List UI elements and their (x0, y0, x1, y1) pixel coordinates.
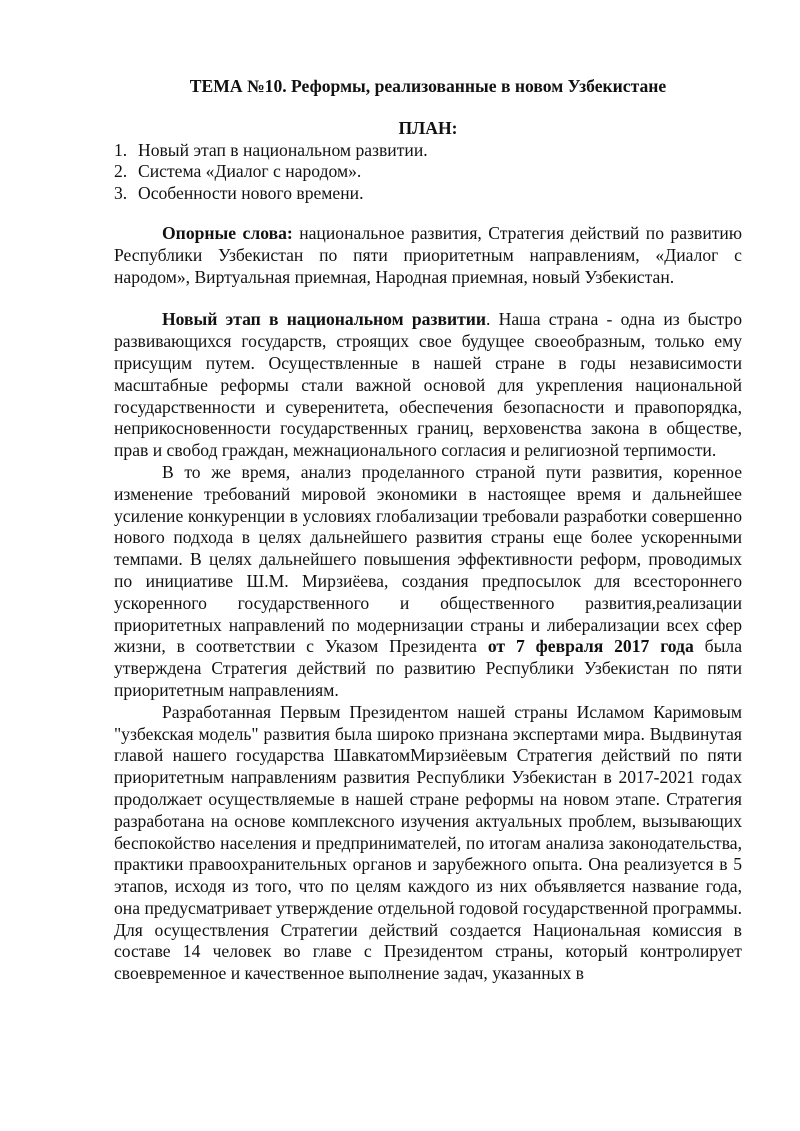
keywords-label: Опорные слова: (162, 222, 293, 243)
section1-heading: Новый этап в национальном развитии (162, 309, 487, 330)
plan-item (114, 183, 742, 205)
decree-date: от 7 февраля 2017 года (487, 636, 694, 657)
section1-paragraph-3: Разработанная Первым Президентом нашей страны Исламом Каримовым "узбекская модель" развития была широко признана экспертами мира. Выдвинутая главой нашего государства ШавкатомМирзиёевым Стратегия действий по пяти приоритетным направлениям развития Республики Узбекистан в 2017-2021 годах продолжает осуществляемые в нашей стране реформы на новом этапе. Стратегия разработана на основе комплексного изучения актуальных проблем, вызывающих беспокойство населения и предпринимателей, по итогам анализа законодательства, практики правоохранительных органов и зарубежного опыта. Она реализуется в 5 этапов, исходя из того, что по целям каждого из них объявляется название года, она предусматривает утверждение отдельной годовой государственной программы. Для осуществления Стратегии действий создается Национальная комиссия в составе 14 человек во главе с Президентом страны, который контролирует своевременное и качественное выполнение задач, указанных в (114, 701, 742, 984)
plan-item-text: Новый этап в национальном развитии. (138, 139, 428, 160)
plan-list (114, 140, 742, 205)
keywords-paragraph (114, 223, 742, 288)
plan-item-text: Особенности нового времени. (138, 183, 364, 204)
paragraph-gap (114, 288, 742, 309)
section1-paragraph-1 (114, 309, 742, 462)
plan-item-number: 3. (114, 183, 128, 204)
document-title: ТЕМА №10. Реформы, реализованные в новом Узбекистане (189, 76, 667, 96)
keywords-text: национальное развития, Стратегия действий по развитию Республики Узбекистан по пяти приоритетным направлениям, «Диалог с народом», Виртуальная приемная, Народная приемная, новый Узбекистан. (114, 222, 742, 287)
section1-p1-text: . Наша страна - одна из быстро развивающихся государств, строящих свое будущее своеобразным, только ему присущим путем. Осуществленные в нашей стране в годы независимости масштабные реформы стали важной основой для укрепления национальной государственности и суверенитета, обеспечения безопасности и правопорядка, неприкосновенности государственных границ, верховенства закона в обществе, прав и свобод граждан, межнационального согласия и религиозной терпимости. (114, 309, 742, 461)
plan-item-number: 1. (114, 139, 128, 160)
plan-item-text: Система «Диалог с народом». (138, 161, 362, 182)
section1-p2-end: была утверждена Стратегия действий по развитию Республики Узбекистан по пяти приоритетным направлениям. (114, 636, 743, 700)
section1-paragraph-2 (114, 462, 742, 702)
plan-item-number: 2. (114, 161, 128, 182)
plan-item (114, 161, 742, 183)
plan-item (114, 140, 742, 162)
section1-p2-start: В то же время, анализ проделанного страной пути развития, коренное изменение требований мировой экономики в настоящее время и дальнейшее усиление конкуренции в условиях глобализации требовали разработки совершенно нового подхода в целях дальнейшего развития страны еще более ускоренными темпами. В целях дальнейшего повышения эффективности реформ, проводимых по инициативе Ш.М. Мирзиёева, создания предпосылок для всестороннего ускоренного государственного и общественного развития,реализации приоритетных направлений по модернизации страны и либерализации всех сфер жизни, в соответствии с Указом Президента (114, 461, 742, 657)
plan-heading: ПЛАН: (398, 117, 458, 138)
